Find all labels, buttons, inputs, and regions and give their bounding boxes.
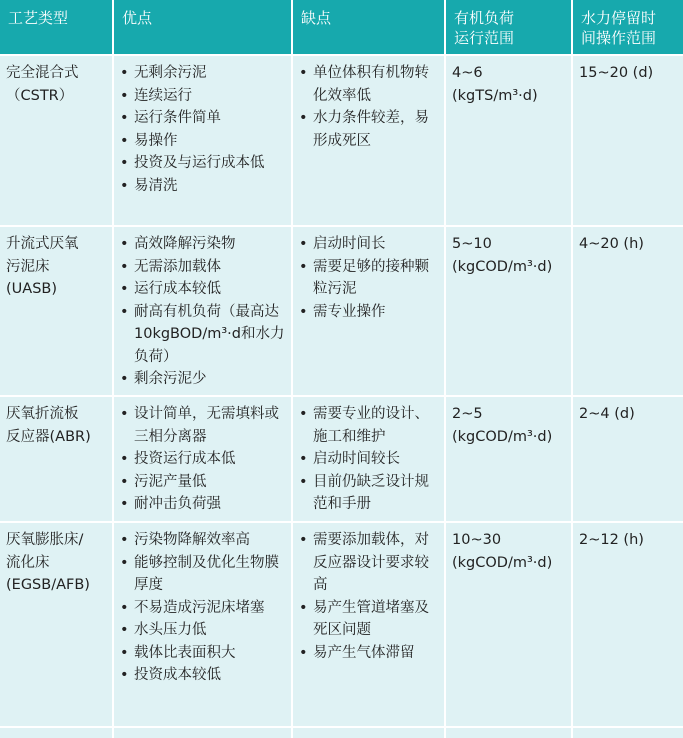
list-item: • 易产生管道堵塞及死区问题	[299, 597, 440, 642]
list-item: • 目前仍缺乏设计规范和手册	[299, 471, 440, 516]
list-item: • 运行条件简单	[120, 107, 287, 130]
list-item: • 污染物降解效率高	[120, 529, 287, 552]
disadvantages-list	[299, 233, 440, 323]
advantages-cell	[113, 522, 292, 727]
list-item: • 易操作	[120, 130, 287, 153]
disadvantages-cell	[292, 55, 445, 226]
hydraulic-retention-cell: 2~4 (d)	[572, 396, 683, 522]
header-organic-loading: 有机负荷 运行范围	[445, 0, 572, 55]
hydraulic-retention-cell: 4~20 (h)	[572, 226, 683, 396]
list-item: • 污泥产量低	[120, 471, 287, 494]
organic-loading-cell: 2~5 (kgCOD/m³·d)	[445, 396, 572, 522]
list-item: • 无需添加载体	[120, 256, 287, 279]
list-item: • 不易造成污泥床堵塞	[120, 597, 287, 620]
list-item: • 需专业操作	[299, 301, 440, 324]
disadvantages-list	[299, 403, 440, 516]
list-item: • 需要足够的接种颗粒污泥	[299, 256, 440, 301]
list-item: • 耐冲击负荷强	[120, 493, 287, 516]
advantages-cell	[113, 226, 292, 396]
list-item: • 投资及与运行成本低	[120, 152, 287, 175]
list-item: • 易清洗	[120, 175, 287, 198]
header-disadvantages: 缺点	[292, 0, 445, 55]
list-item: • 设计简单，无需填料或三相分离器	[120, 403, 287, 448]
advantages-cell	[113, 396, 292, 522]
list-item: • 投资成本较低	[120, 664, 287, 687]
list-item: • 运行成本较低	[120, 278, 287, 301]
list-item: • 无剩余污泥	[120, 62, 287, 85]
header-row	[0, 0, 683, 55]
list-item: • 载体比表面积大	[120, 642, 287, 665]
advantages-list	[120, 233, 287, 391]
table-row	[0, 396, 683, 522]
hydraulic-retention-cell: 15~20 (d)	[572, 55, 683, 226]
disadvantages-list	[299, 62, 440, 152]
list-item: • 连续运行	[120, 85, 287, 108]
header-hydraulic-retention: 水力停留时 间操作范围	[572, 0, 683, 55]
process-type-cell: 升流式厌氧 污泥床 (UASB)	[0, 226, 113, 396]
advantages-list	[120, 403, 287, 516]
table-row	[0, 226, 683, 396]
disadvantages-cell	[292, 396, 445, 522]
list-item: • 启动时间较长	[299, 448, 440, 471]
disadvantages-cell	[292, 522, 445, 727]
list-item: • 启动时间长	[299, 233, 440, 256]
list-item: • 水力条件较差，易形成死区	[299, 107, 440, 152]
table-row	[0, 55, 683, 226]
list-item: • 高效降解污染物	[120, 233, 287, 256]
list-item: • 耐高有机负荷（最高达10kgBOD/m³·d和水力负荷）	[120, 301, 287, 369]
list-item: • 水头压力低	[120, 619, 287, 642]
list-item: • 投资运行成本低	[120, 448, 287, 471]
organic-loading-cell: 4~6 (kgTS/m³·d)	[445, 55, 572, 226]
header-process-type: 工艺类型	[0, 0, 113, 55]
process-type-cell: 厌氧折流板 反应器(ABR)	[0, 396, 113, 522]
list-item: • 单位体积有机物转化效率低	[299, 62, 440, 107]
table-row-spacer	[0, 727, 683, 738]
list-item: • 能够控制及优化生物膜厚度	[120, 552, 287, 597]
advantages-list	[120, 62, 287, 197]
list-item: • 剩余污泥少	[120, 368, 287, 391]
advantages-cell	[113, 55, 292, 226]
table-row	[0, 522, 683, 727]
organic-loading-cell: 10~30 (kgCOD/m³·d)	[445, 522, 572, 727]
list-item: • 需要添加载体，对反应器设计要求较高	[299, 529, 440, 597]
process-type-cell: 完全混合式 （CSTR）	[0, 55, 113, 226]
advantages-list	[120, 529, 287, 687]
header-advantages: 优点	[113, 0, 292, 55]
disadvantages-list	[299, 529, 440, 664]
list-item: • 易产生气体滞留	[299, 642, 440, 665]
hydraulic-retention-cell: 2~12 (h)	[572, 522, 683, 727]
list-item: • 需要专业的设计、施工和维护	[299, 403, 440, 448]
organic-loading-cell: 5~10 (kgCOD/m³·d)	[445, 226, 572, 396]
disadvantages-cell	[292, 226, 445, 396]
process-type-cell: 厌氧膨胀床/ 流化床 (EGSB/AFB)	[0, 522, 113, 727]
